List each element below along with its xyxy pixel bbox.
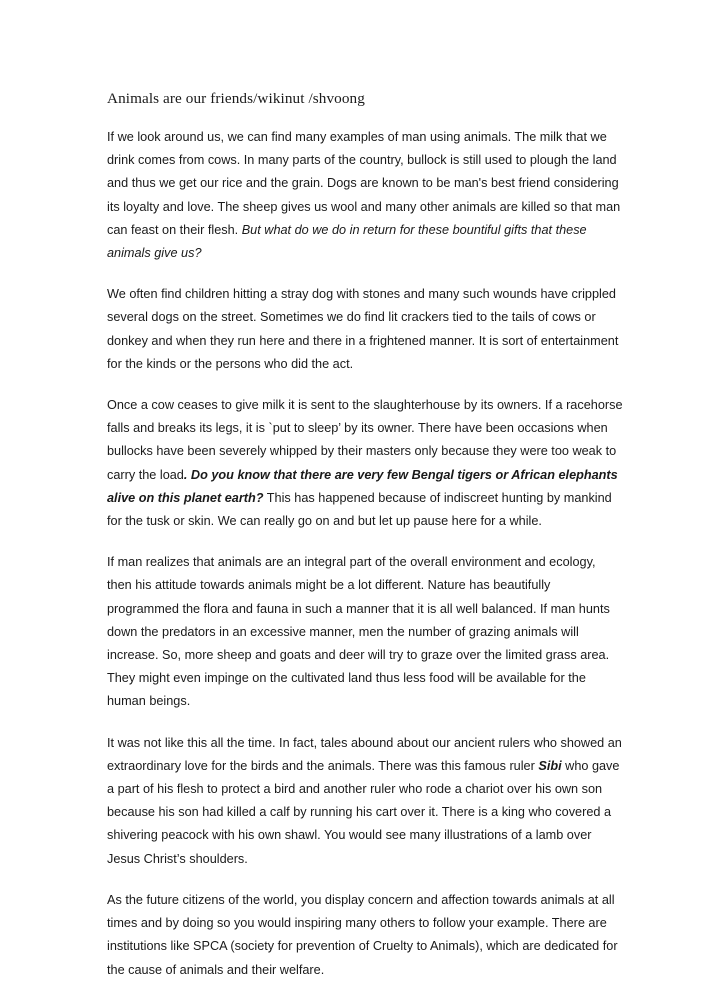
paragraph-3-text-end: This has happened because of indiscreet hunting by mankind for the tusk or skin. We can really go on and but let up pause here for a while.: [107, 490, 612, 529]
paragraph-1: [107, 126, 623, 265]
paragraph-2: [107, 283, 623, 376]
paragraph-4-text: If man realizes that animals are an integral part of the overall environment and ecology, then his attitude towards animals might be a lot different. Nature has beautifully programmed the flora and fauna in such a manner that it is all well balanced. If man hunts down the predators in an excessive manner, men the number of grazing animals will increase. So, more sheep and goats and deer will try to graze over the limited grass area. They might even impinge on the cultivated land thus less food will be available for the human beings.: [107, 555, 610, 709]
paragraph-3-emphasis: . Do you know that there are very few Bengal tigers or African elephants alive on this planet earth?: [107, 467, 618, 505]
paragraph-5-text-end: who gave a part of his flesh to protect a bird and another ruler who rode a chariot over his own son because his son had killed a calf by running his cart over it. There is a king who covered a shivering peacock with his own shawl. You would see many illustrations of a lamb over Jesus Christ’s shoulders.: [107, 758, 620, 866]
document-title: Animals are our friends/wikinut /shvoong: [107, 90, 365, 107]
document-page: [107, 86, 623, 982]
paragraph-6-text: As the future citizens of the world, you display concern and affection towards animals at all times and by doing so you would inspiring many others to follow your example. There are institutions like SPCA (society for prevention of Cruelty to Animals), which are dedicated for the cause of animals and their welfare.: [107, 892, 618, 977]
paragraph-6: [107, 889, 623, 982]
paragraph-2-text: We often find children hitting a stray dog with stones and many such wounds have crippled several dogs on the street. Sometimes we do find lit crackers tied to the tails of cows or donkey and when they run here and there in a frightened manner. It is sort of entertainment for the kinds or the persons who did the act.: [107, 287, 619, 371]
paragraph-1-text: If we look around us, we can find many examples of man using animals. The milk that we drink comes from cows. In many parts of the country, bullock is still used to plough the land and thus we get our rice and the grain. Dogs are known to be man's best friend considering its loyalty and love. The sheep gives us wool and many other animals are killed so that man can feast on their flesh.: [107, 130, 621, 237]
paragraph-4: [107, 551, 623, 713]
paragraph-5-ruler-name: Sibi: [538, 758, 562, 773]
paragraph-5-text-start: It was not like this all the time. In fact, tales abound about our ancient rulers who showed an extraordinary love for the birds and the animals. There was this famous ruler: [107, 735, 622, 773]
paragraph-5: [107, 732, 623, 871]
paragraph-3: [107, 394, 623, 533]
paragraph-3-text-start: Once a cow ceases to give milk it is sent to the slaughterhouse by its owners. If a racehorse falls and breaks its legs, it is `put to sleep’ by its owner. There have been occasions when bullocks have been severely whipped by their masters only because they were too weak to carry the load: [107, 398, 623, 482]
paragraph-1-question: But what do we do in return for these bountiful gifts that these animals give us?: [107, 222, 587, 261]
